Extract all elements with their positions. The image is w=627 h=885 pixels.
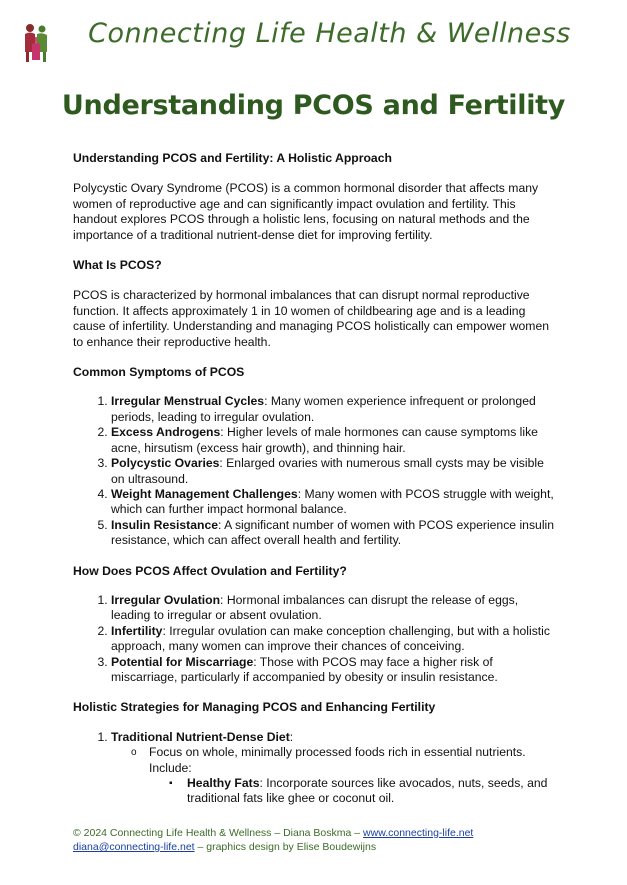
strategies-heading: Holistic Strategies for Managing PCOS and Enhancing Fertility [73,700,436,715]
sub-sub-list [149,776,558,807]
brand-name: Connecting Life Health & Wellness [88,18,571,49]
what-is-heading: What Is PCOS? [73,258,162,273]
list-item: 2. Infertility: Irregular ovulation can make conception challenging, but with a holistic approach, many women can improve their chances of conceiving. [111,624,558,655]
page-title: Understanding PCOS and Fertility [61,90,566,121]
symptoms-heading: Common Symptoms of PCOS [73,365,245,380]
intro-paragraph: Polycystic Ovary Syndrome (PCOS) is a common hormonal disorder that affects many women of reproductive age and can significantly impact ovulation and fertility. This handout explores PCOS through a holistic lens, focusing on natural methods and the importance of a traditional nutrient-dense diet for improving fertility. [73,181,539,242]
list-item: 3. Polycystic Ovaries: Enlarged ovaries with numerous small cysts may be visible on ultrasound. [111,456,558,487]
copyright-text: © 2024 Connecting Life Health & Wellness – Diana Boskma – [73,827,364,839]
list-item: 5. Insulin Resistance: A significant number of women with PCOS experience insulin resistance, which can affect overall health and fertility. [111,518,558,549]
sub-list-item: o Focus on whole, minimally processed foods rich in essential nutrients. Include: ▪ Healthy Fats: Incorporate sources like avocados, nuts, seeds, and traditional fats like ghee or coconut oil. [149,745,558,807]
list-item: 4. Weight Management Challenges: Many women with PCOS struggle with weight, which can further impact hormonal balance. [111,487,558,518]
footer-line-1 [73,826,473,840]
what-is-paragraph: PCOS is characterized by hormonal imbalances that can disrupt normal reproductive function. It affects approximately 1 in 10 women of childbearing age and is a leading cause of infertility. Understanding and managing PCOS holistically can empower women to enhance their reproductive health. [73,288,550,349]
list-item: 2. Excess Androgens: Higher levels of male hormones can cause symptoms like acne, hirsutism (excess hair growth), and thinning hair. [111,425,558,456]
credit-text: – graphics design by Elise Boudewijns [194,841,377,853]
footer [73,826,473,854]
effects-heading: How Does PCOS Affect Ovulation and Fertility? [73,563,347,578]
sub-list [111,745,558,807]
strategies-list [73,730,558,807]
symptoms-list [73,394,558,548]
website-link[interactable]: www.connecting-life.net [363,827,474,839]
intro-heading: Understanding PCOS and Fertility: A Holistic Approach [73,151,392,165]
list-item: 3. Potential for Miscarriage: Those with PCOS may face a higher risk of miscarriage, particularly if accompanied by obesity or insulin resistance. [111,655,558,686]
effects-list [73,593,558,685]
footer-line-2 [73,840,473,854]
family-icon [21,22,51,64]
list-item: 1. Traditional Nutrient-Dense Diet: o Focus on whole, minimally processed foods rich in essential nutrients. Include: ▪ Healthy Fats: Incorporate sources like avocados, nuts, seeds, and traditional fats like ghee or coconut oil. [111,730,558,807]
email-link[interactable]: diana@connecting-life.net [73,841,195,853]
document-body [73,151,558,807]
list-item: 1. Irregular Ovulation: Hormonal imbalances can disrupt the release of eggs, leading to irregular or absent ovulation. [111,593,558,624]
list-item: 1. Irregular Menstrual Cycles: Many women experience infrequent or prolonged periods, leading to irregular ovulation. [111,394,558,425]
sub-sub-list-item: ▪ Healthy Fats: Incorporate sources like avocados, nuts, seeds, and traditional fats like ghee or coconut oil. [187,776,558,807]
